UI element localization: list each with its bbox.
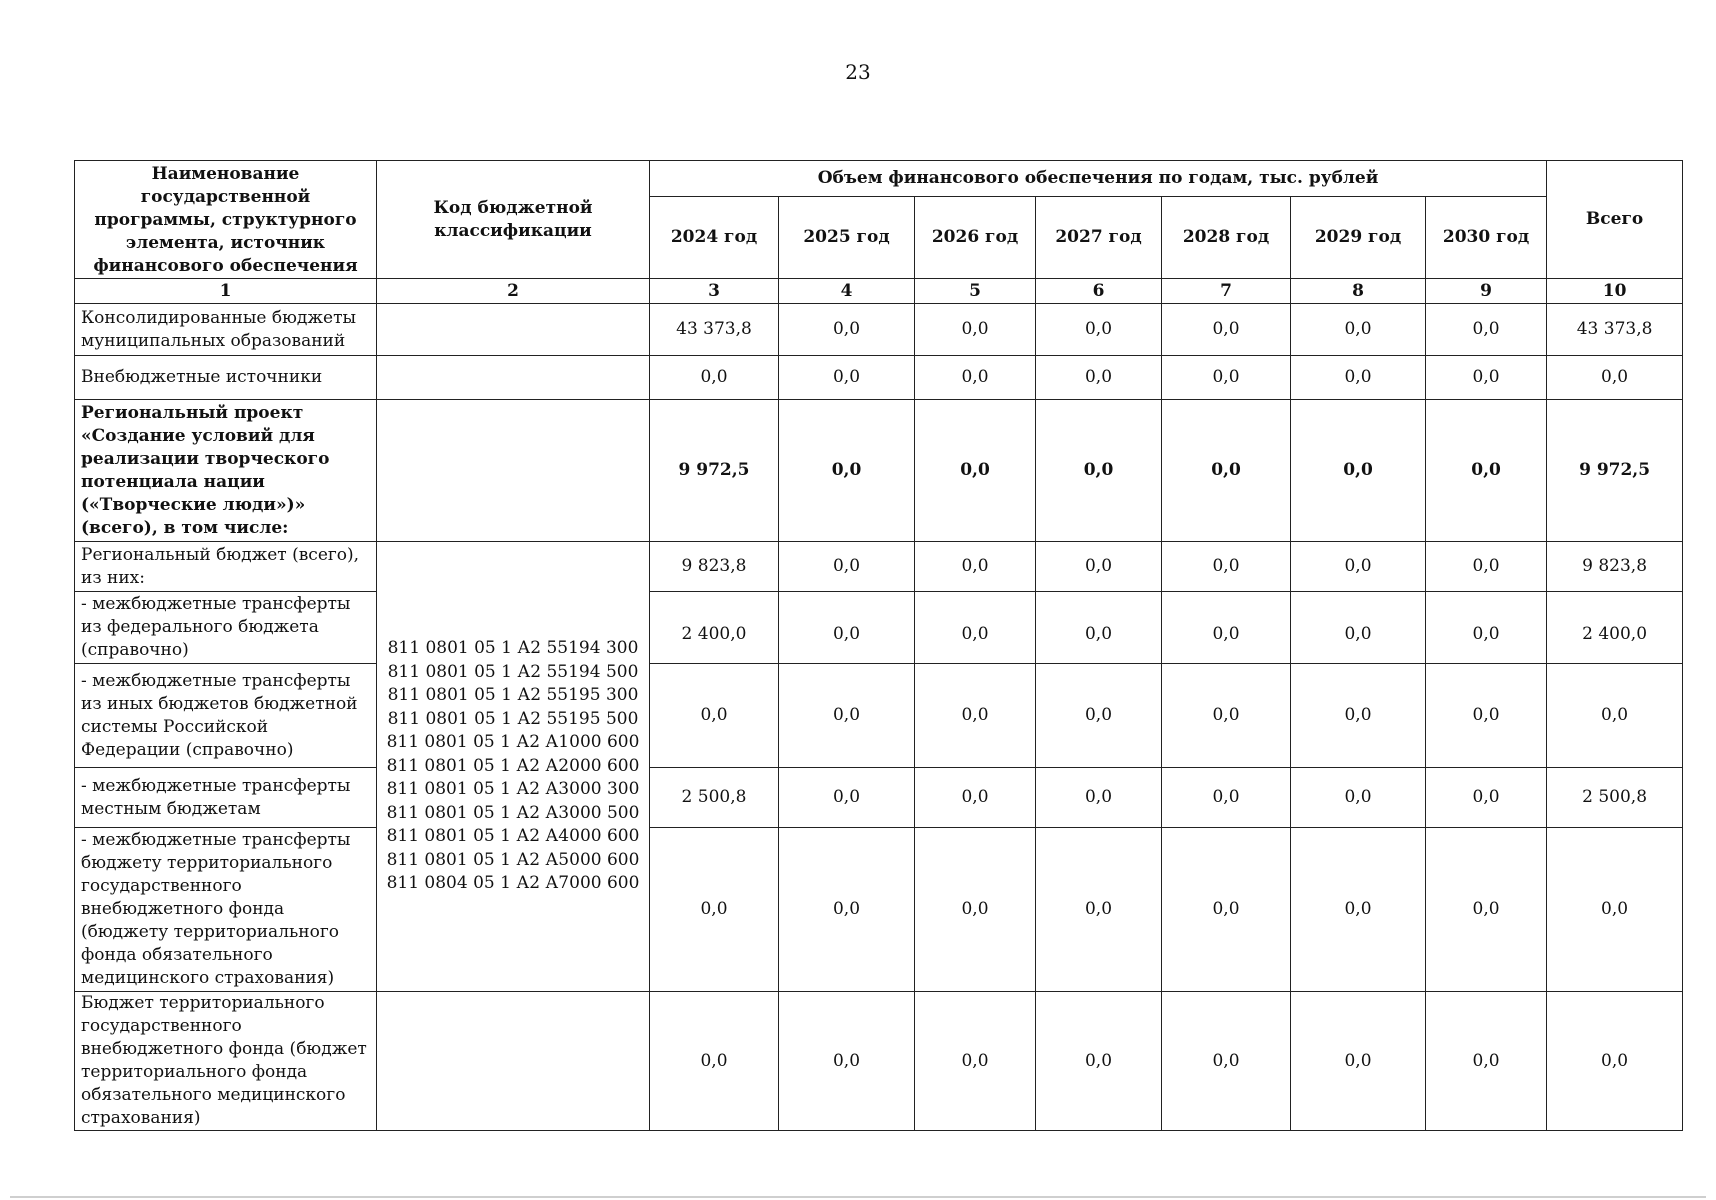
header-year-2025: 2025 год bbox=[779, 197, 915, 279]
value-cell: 0,0 bbox=[779, 768, 915, 828]
value-cell: 0,0 bbox=[1162, 768, 1291, 828]
value-cell: 0,0 bbox=[779, 542, 915, 592]
value-cell: 0,0 bbox=[1291, 356, 1426, 400]
code-cell-empty bbox=[377, 356, 650, 400]
total-cell: 9 823,8 bbox=[1547, 542, 1683, 592]
column-number: 8 bbox=[1291, 279, 1426, 304]
value-cell: 0,0 bbox=[1291, 664, 1426, 768]
value-cell: 0,0 bbox=[1162, 592, 1291, 664]
value-cell: 0,0 bbox=[1291, 828, 1426, 992]
code-cell-empty bbox=[377, 400, 650, 542]
value-cell: 0,0 bbox=[1426, 592, 1547, 664]
table-row bbox=[75, 356, 1683, 400]
value-cell: 0,0 bbox=[650, 828, 779, 992]
value-cell: 2 400,0 bbox=[650, 592, 779, 664]
total-cell: 0,0 bbox=[1547, 664, 1683, 768]
header-volume-column: Объем финансового обеспечения по годам, тыс. рублей bbox=[650, 161, 1547, 197]
value-cell: 0,0 bbox=[650, 992, 779, 1131]
total-cell: 43 373,8 bbox=[1547, 304, 1683, 356]
budget-code: 811 0801 05 1 А2 А5000 600 bbox=[386, 849, 640, 870]
value-cell: 0,0 bbox=[779, 664, 915, 768]
row-label: - межбюджетные трансферты из иных бюджетов бюджетной системы Российской Федерации (справочно) bbox=[75, 664, 377, 768]
value-cell: 0,0 bbox=[915, 592, 1036, 664]
row-label: - межбюджетные трансферты бюджету территориального государственного внебюджетного фонда (бюджету территориального фонда обязательного медицинского страхования) bbox=[75, 828, 377, 992]
header-year-2027: 2027 год bbox=[1036, 197, 1162, 279]
value-cell: 0,0 bbox=[1426, 356, 1547, 400]
value-cell: 0,0 bbox=[650, 356, 779, 400]
value-cell: 0,0 bbox=[779, 400, 915, 542]
value-cell: 0,0 bbox=[915, 664, 1036, 768]
total-cell: 2 400,0 bbox=[1547, 592, 1683, 664]
table-row bbox=[75, 542, 1683, 592]
value-cell: 0,0 bbox=[779, 304, 915, 356]
value-cell: 0,0 bbox=[1162, 992, 1291, 1131]
budget-code: 811 0801 05 1 А2 А4000 600 bbox=[386, 826, 640, 847]
column-number: 4 bbox=[779, 279, 915, 304]
column-number: 1 bbox=[75, 279, 377, 304]
value-cell: 9 823,8 bbox=[650, 542, 779, 592]
value-cell: 0,0 bbox=[1162, 542, 1291, 592]
budget-codes-cell bbox=[377, 542, 650, 992]
value-cell: 0,0 bbox=[915, 356, 1036, 400]
value-cell: 0,0 bbox=[1162, 304, 1291, 356]
budget-code: 811 0801 05 1 А2 55195 300 bbox=[387, 685, 639, 706]
table-row bbox=[75, 304, 1683, 356]
row-label: Внебюджетные источники bbox=[75, 356, 377, 400]
value-cell: 9 972,5 bbox=[650, 400, 779, 542]
value-cell: 0,0 bbox=[1426, 768, 1547, 828]
header-year-2026: 2026 год bbox=[915, 197, 1036, 279]
header-total-column: Всего bbox=[1547, 161, 1683, 279]
value-cell: 0,0 bbox=[1036, 592, 1162, 664]
page-number: 23 bbox=[845, 60, 871, 84]
row-label: Региональный проект «Создание условий для реализации творческого потенциала нации («Творческие люди»)» (всего), в том числе: bbox=[75, 400, 377, 542]
row-label: Региональный бюджет (всего), из них: bbox=[75, 542, 377, 592]
value-cell: 0,0 bbox=[1426, 992, 1547, 1131]
budget-code: 811 0801 05 1 А2 55195 500 bbox=[387, 708, 639, 729]
value-cell: 0,0 bbox=[779, 828, 915, 992]
value-cell: 0,0 bbox=[779, 592, 915, 664]
value-cell: 0,0 bbox=[1291, 400, 1426, 542]
column-number: 5 bbox=[915, 279, 1036, 304]
column-number: 6 bbox=[1036, 279, 1162, 304]
value-cell: 0,0 bbox=[1036, 304, 1162, 356]
row-label: Консолидированные бюджеты муниципальных образований bbox=[75, 304, 377, 356]
budget-code: 811 0801 05 1 А2 А3000 300 bbox=[386, 779, 640, 800]
value-cell: 0,0 bbox=[779, 356, 915, 400]
value-cell: 0,0 bbox=[1162, 400, 1291, 542]
column-number: 2 bbox=[377, 279, 650, 304]
value-cell: 0,0 bbox=[1291, 592, 1426, 664]
value-cell: 0,0 bbox=[915, 304, 1036, 356]
value-cell: 0,0 bbox=[1036, 828, 1162, 992]
value-cell: 0,0 bbox=[915, 828, 1036, 992]
value-cell: 0,0 bbox=[1426, 828, 1547, 992]
value-cell: 0,0 bbox=[1426, 542, 1547, 592]
budget-code: 811 0801 05 1 А2 А1000 600 bbox=[386, 732, 640, 753]
row-label: - межбюджетные трансферты местным бюджетам bbox=[75, 768, 377, 828]
value-cell: 0,0 bbox=[915, 400, 1036, 542]
value-cell: 0,0 bbox=[1036, 664, 1162, 768]
budget-code: 811 0801 05 1 А2 А2000 600 bbox=[386, 755, 640, 776]
table-row bbox=[75, 828, 1683, 992]
value-cell: 0,0 bbox=[650, 664, 779, 768]
value-cell: 0,0 bbox=[1036, 356, 1162, 400]
column-number: 9 bbox=[1426, 279, 1547, 304]
column-number: 10 bbox=[1547, 279, 1683, 304]
value-cell: 0,0 bbox=[779, 992, 915, 1131]
value-cell: 0,0 bbox=[915, 992, 1036, 1131]
value-cell: 0,0 bbox=[1162, 356, 1291, 400]
column-number: 3 bbox=[650, 279, 779, 304]
table-row bbox=[75, 992, 1683, 1131]
header-code-column: Код бюджетной классификации bbox=[377, 161, 650, 279]
value-cell: 0,0 bbox=[915, 768, 1036, 828]
table-row bbox=[75, 768, 1683, 828]
value-cell: 0,0 bbox=[1426, 400, 1547, 542]
table-row bbox=[75, 592, 1683, 664]
header-year-2028: 2028 год bbox=[1162, 197, 1291, 279]
value-cell: 0,0 bbox=[1162, 828, 1291, 992]
total-cell: 9 972,5 bbox=[1547, 400, 1683, 542]
budget-code: 811 0801 05 1 А2 55194 300 bbox=[387, 638, 639, 659]
header-name-column: Наименование государственной программы, структурного элемента, источник финансового обеспечения bbox=[75, 161, 377, 279]
code-cell-empty bbox=[377, 304, 650, 356]
value-cell: 0,0 bbox=[1291, 992, 1426, 1131]
total-cell: 0,0 bbox=[1547, 828, 1683, 992]
value-cell: 0,0 bbox=[1291, 304, 1426, 356]
header-year-2024: 2024 год bbox=[650, 197, 779, 279]
value-cell: 0,0 bbox=[1036, 768, 1162, 828]
total-cell: 2 500,8 bbox=[1547, 768, 1683, 828]
value-cell: 43 373,8 bbox=[650, 304, 779, 356]
total-cell: 0,0 bbox=[1547, 356, 1683, 400]
header-year-2029: 2029 год bbox=[1291, 197, 1426, 279]
code-cell-empty bbox=[377, 992, 650, 1131]
column-number-row bbox=[75, 279, 1683, 304]
value-cell: 0,0 bbox=[1036, 992, 1162, 1131]
value-cell: 0,0 bbox=[1162, 664, 1291, 768]
budget-code: 811 0801 05 1 А2 55194 500 bbox=[387, 661, 639, 682]
value-cell: 0,0 bbox=[915, 542, 1036, 592]
table-row bbox=[75, 664, 1683, 768]
table-row bbox=[75, 400, 1683, 542]
header-year-2030: 2030 год bbox=[1426, 197, 1547, 279]
value-cell: 0,0 bbox=[1036, 542, 1162, 592]
column-number: 7 bbox=[1162, 279, 1291, 304]
value-cell: 0,0 bbox=[1291, 768, 1426, 828]
value-cell: 0,0 bbox=[1291, 542, 1426, 592]
value-cell: 2 500,8 bbox=[650, 768, 779, 828]
total-cell: 0,0 bbox=[1547, 992, 1683, 1131]
financing-table bbox=[74, 160, 1683, 1131]
budget-code: 811 0801 05 1 А2 А3000 500 bbox=[386, 802, 640, 823]
row-label: Бюджет территориального государственного внебюджетного фонда (бюджет территориального фонда обязательного медицинского страхования) bbox=[75, 992, 377, 1131]
value-cell: 0,0 bbox=[1426, 664, 1547, 768]
page-bottom-edge bbox=[10, 1196, 1706, 1198]
value-cell: 0,0 bbox=[1426, 304, 1547, 356]
budget-code: 811 0804 05 1 А2 А7000 600 bbox=[386, 873, 640, 894]
value-cell: 0,0 bbox=[1036, 400, 1162, 542]
row-label: - межбюджетные трансферты из федерального бюджета (справочно) bbox=[75, 592, 377, 664]
